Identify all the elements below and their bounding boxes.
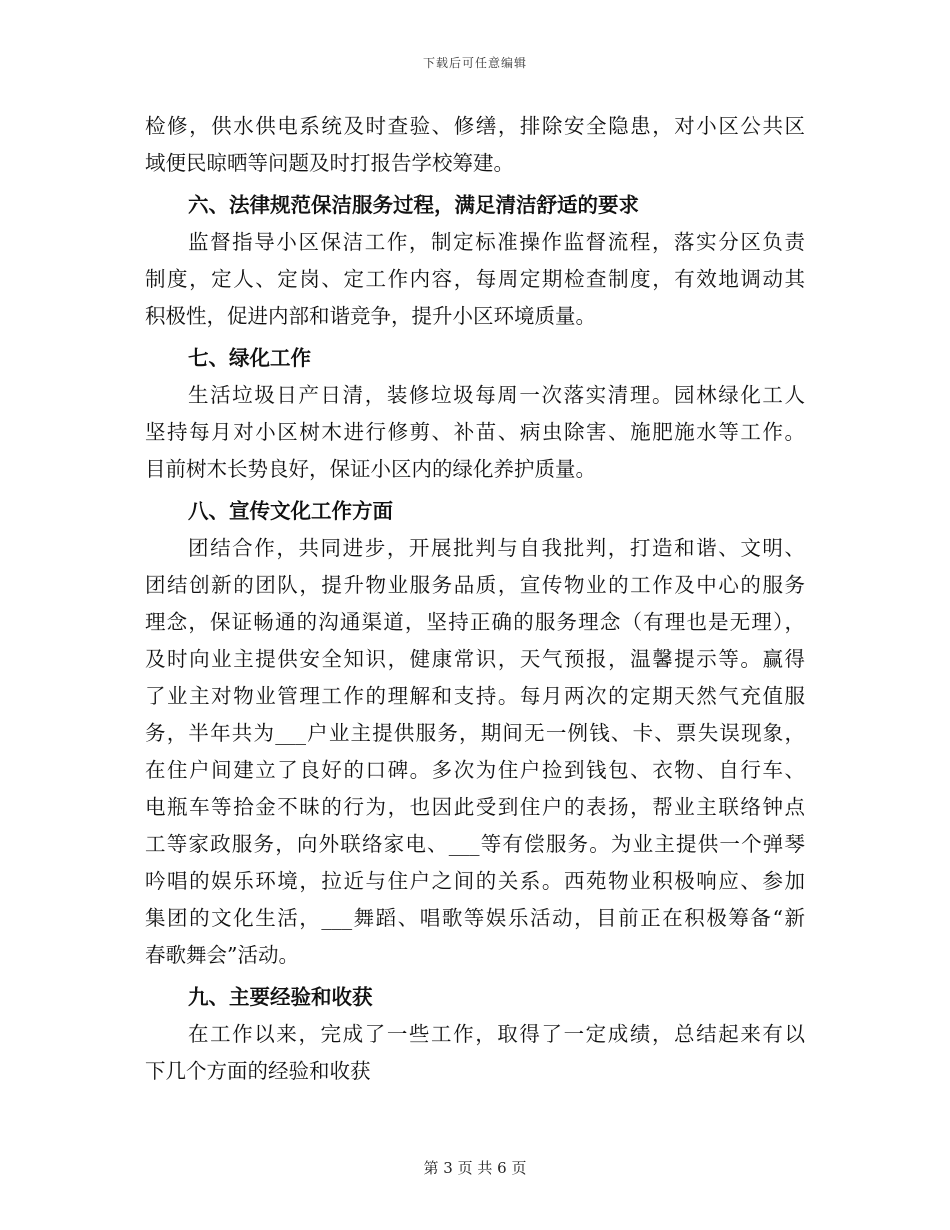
document-body: [145, 108, 805, 1090]
section-heading-8: 八、宣传文化工作方面: [188, 499, 393, 523]
paragraph-line: 在住户间建立了良好的口碑。多次为住户捡到钱包、衣物、自行车、: [145, 758, 805, 782]
paragraph-line: 集团的文化生活，___舞蹈、唱歌等娱乐活动，目前正在积极筹备“新: [145, 906, 805, 930]
section-heading-9: 九、主要经验和收获: [188, 985, 373, 1009]
paragraph-line: 吟唱的娱乐环境，拉近与住户之间的关系。西苑物业积极响应、参加: [145, 869, 805, 893]
paragraph-line: 坚持每月对小区树木进行修剪、补苗、病虫除害、施肥施水等工作。: [145, 420, 805, 444]
paragraph-line: 制度，定人、定岗、定工作内容，每周定期检查制度，有效地调动其: [145, 267, 805, 291]
paragraph-line: 理念，保证畅通的沟通渠道，坚持正确的服务理念（有理也是无理），: [145, 610, 805, 634]
paragraph-line: 检修，供水供电系统及时查验、修缮，排除安全隐患，对小区公共区: [145, 114, 805, 138]
section-heading-7: 七、绿化工作: [188, 346, 311, 370]
paragraph-line: 在工作以来，完成了一些工作，取得了一定成绩，总结起来有以: [188, 1022, 805, 1046]
paragraph-line: 务，半年共为___户业主提供服务，期间无一例钱、卡、票失误现象，: [145, 721, 805, 745]
paragraph-line: 春歌舞会”活动。: [145, 943, 299, 967]
paragraph-line: 工等家政服务，向外联络家电、___等有偿服务。为业主提供一个弹琴: [145, 832, 805, 856]
paragraph-line: 域便民晾晒等问题及时打报告学校筹建。: [145, 151, 514, 175]
paragraph-line: 下几个方面的经验和收获: [145, 1059, 371, 1083]
paragraph-line: 了业主对物业管理工作的理解和支持。每月两次的定期天然气充值服: [145, 684, 805, 708]
page-header-note: 下载后可任意编辑: [422, 56, 527, 70]
paragraph-line: 监督指导小区保洁工作，制定标准操作监督流程，落实分区负责: [188, 230, 805, 254]
section-heading-6: 六、法律规范保洁服务过程，满足清洁舒适的要求: [188, 193, 639, 217]
paragraph-line: 目前树木长势良好，保证小区内的绿化养护质量。: [145, 457, 596, 481]
paragraph-line: 积极性，促进内部和谐竞争，提升小区环境质量。: [145, 304, 596, 328]
paragraph-line: 团结创新的团队，提升物业服务品质，宣传物业的工作及中心的服务: [145, 573, 805, 597]
paragraph-line: 及时向业主提供安全知识，健康常识，天气预报，温馨提示等。赢得: [145, 647, 805, 671]
page-number-footer: 第 3 页 共 6 页: [423, 1159, 527, 1177]
paragraph-line: 生活垃圾日产日清，装修垃圾每周一次落实清理。园林绿化工人: [188, 383, 805, 407]
paragraph-line: 电瓶车等拾金不昧的行为，也因此受到住户的表扬，帮业主联络钟点: [145, 795, 805, 819]
paragraph-line: 团结合作，共同进步，开展批判与自我批判，打造和谐、文明、: [188, 536, 805, 560]
